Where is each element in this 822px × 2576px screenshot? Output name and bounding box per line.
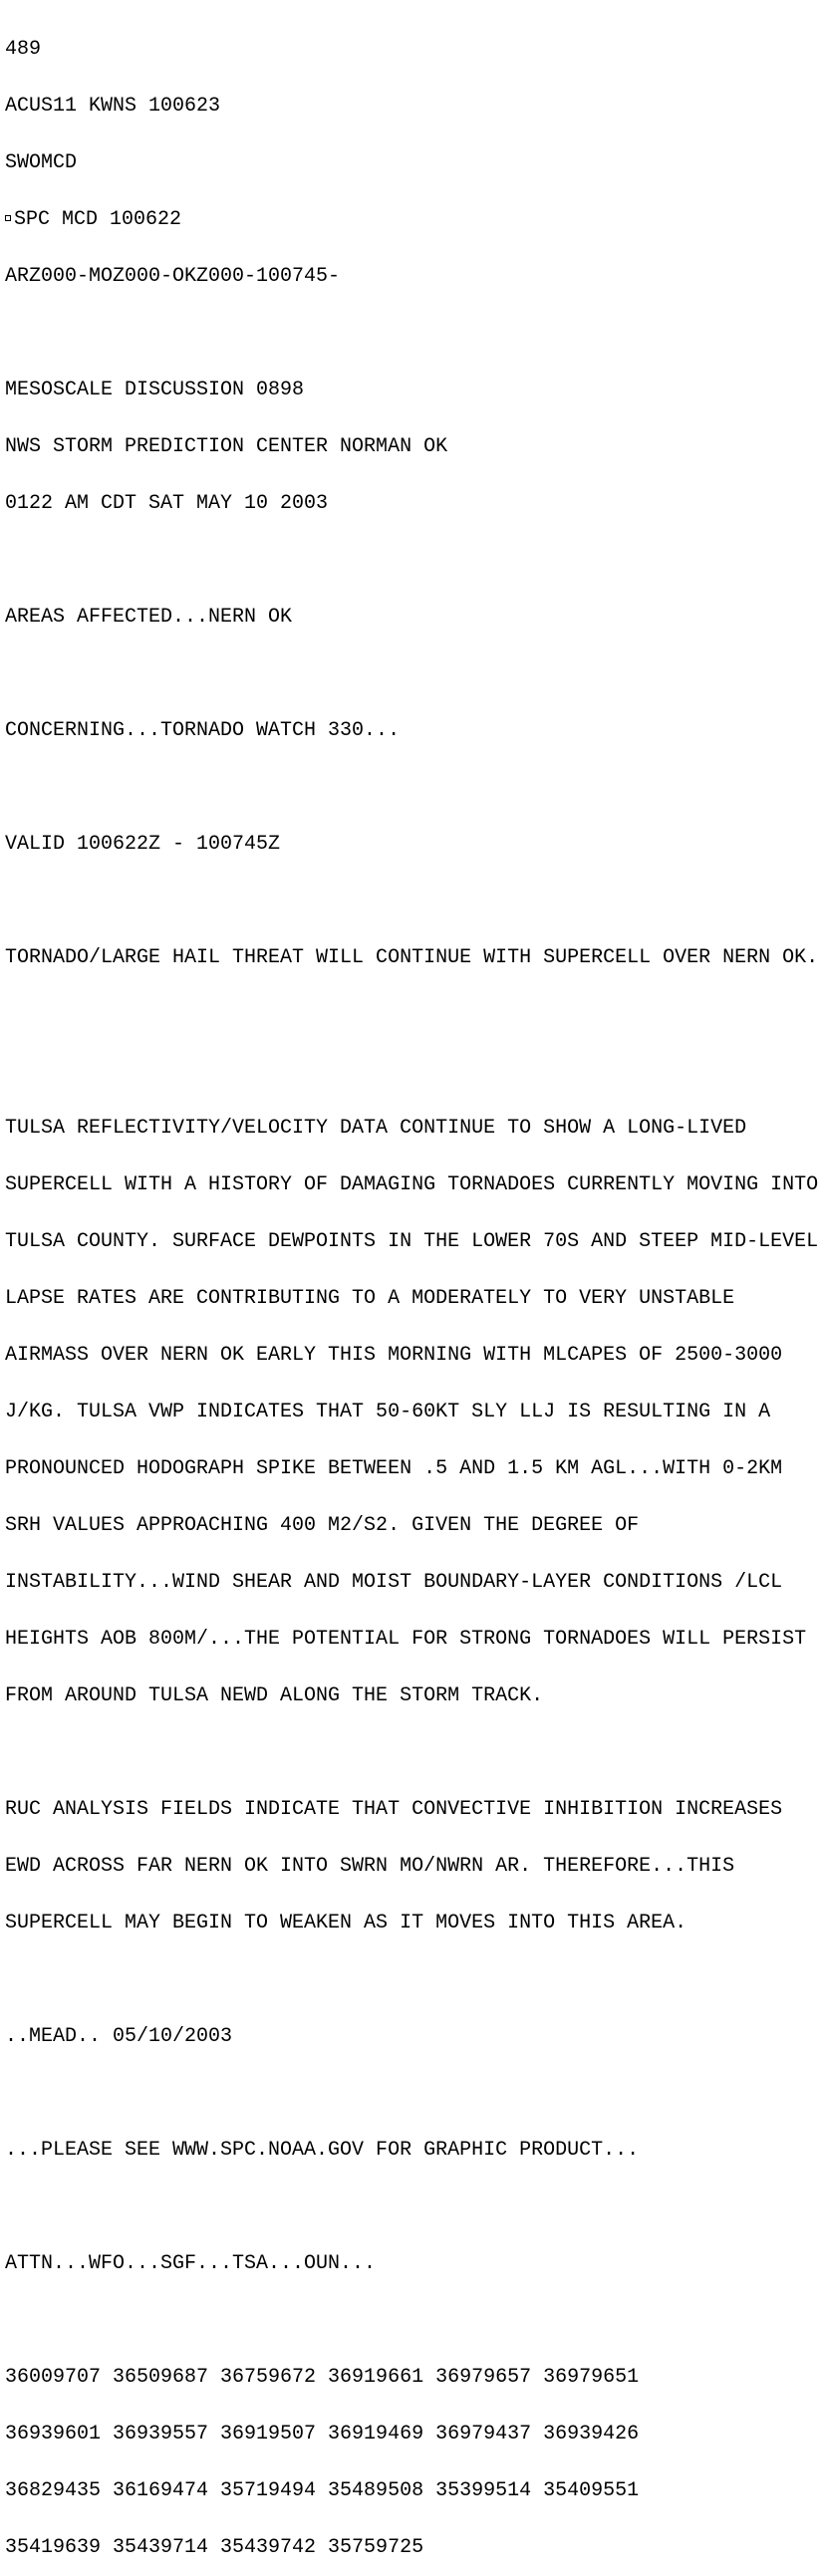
issuing-office: NWS STORM PREDICTION CENTER NORMAN OK: [5, 435, 448, 458]
spacer: [5, 1743, 822, 1762]
spacer: [5, 551, 822, 570]
wmo-header: ACUS11 KWNS 100623: [5, 95, 221, 118]
paragraph1-line: PRONOUNCED HODOGRAPH SPIKE BETWEEN .5 AND 1.5 KM AGL...WITH 0-2KM: [5, 1457, 783, 1480]
box-glyph-icon: [5, 215, 11, 221]
paragraph2-line: EWD ACROSS FAR NERN OK INTO SWRN MO/NWRN AR. THEREFORE...THIS: [5, 1855, 735, 1878]
paragraph1-line: SRH VALUES APPROACHING 400 M2/S2. GIVEN THE DEGREE OF: [5, 1514, 640, 1537]
spacer: [5, 1970, 822, 1989]
awips-id: SWOMCD: [5, 151, 78, 174]
spacer: [5, 2311, 822, 2330]
spc-mcd-text: SPC MCD 100622: [14, 208, 182, 231]
paragraph2-line: SUPERCELL MAY BEGIN TO WEAKEN AS IT MOVES INTO THIS AREA.: [5, 1912, 687, 1934]
ugc-line: ARZ000-MOZ000-OKZ000-100745-: [5, 265, 341, 288]
coordinate-line: 36939601 36939557 36919507 36919469 36979437 36939426: [5, 2423, 640, 2446]
paragraph1-line: FROM AROUND TULSA NEWD ALONG THE STORM TRACK.: [5, 1684, 544, 1707]
discussion-title: MESOSCALE DISCUSSION 0898: [5, 379, 305, 401]
concerning-line: CONCERNING...TORNADO WATCH 330...: [5, 719, 401, 742]
forecaster-signature: ..MEAD.. 05/10/2003: [5, 2025, 233, 2048]
paragraph1-line: HEIGHTS AOB 800M/...THE POTENTIAL FOR STRONG TORNADOES WILL PERSIST: [5, 1628, 807, 1651]
issue-time: 0122 AM CDT SAT MAY 10 2003: [5, 492, 329, 515]
spc-mcd-line: [5, 210, 822, 229]
paragraph1-line: LAPSE RATES ARE CONTRIBUTING TO A MODERATELY TO VERY UNSTABLE: [5, 1287, 735, 1310]
spacer: [5, 2197, 822, 2216]
sequence-number: 489: [5, 38, 42, 61]
coordinate-line: 36829435 36169474 35719494 35489508 35399514 35409551: [5, 2479, 640, 2502]
spacer: [5, 1005, 822, 1024]
areas-affected: AREAS AFFECTED...NERN OK: [5, 606, 293, 629]
summary-line: TORNADO/LARGE HAIL THREAT WILL CONTINUE WITH SUPERCELL OVER NERN OK.: [5, 946, 819, 969]
spacer: [5, 664, 822, 683]
attn-line: ATTN...WFO...SGF...TSA...OUN...: [5, 2252, 377, 2275]
paragraph1-line: TULSA REFLECTIVITY/VELOCITY DATA CONTINUE TO SHOW A LONG-LIVED: [5, 1117, 747, 1140]
graphic-product-note: ...PLEASE SEE WWW.SPC.NOAA.GOV FOR GRAPHIC PRODUCT...: [5, 2139, 640, 2162]
paragraph1-line: INSTABILITY...WIND SHEAR AND MOIST BOUNDARY-LAYER CONDITIONS /LCL: [5, 1571, 783, 1594]
paragraph1-line: SUPERCELL WITH A HISTORY OF DAMAGING TORNADOES CURRENTLY MOVING INTO: [5, 1173, 819, 1196]
coordinate-line: 36009707 36509687 36759672 36919661 36979657 36979651: [5, 2366, 640, 2389]
spacer: [5, 2084, 822, 2103]
spacer: [5, 778, 822, 797]
paragraph1-line: TULSA COUNTY. SURFACE DEWPOINTS IN THE LOWER 70S AND STEEP MID-LEVEL: [5, 1230, 819, 1253]
paragraph2-line: RUC ANALYSIS FIELDS INDICATE THAT CONVECTIVE INHIBITION INCREASES: [5, 1798, 783, 1821]
spacer: [5, 1062, 822, 1081]
paragraph1-line: J/KG. TULSA VWP INDICATES THAT 50-60KT SLY LLJ IS RESULTING IN A: [5, 1401, 771, 1423]
valid-time: VALID 100622Z - 100745Z: [5, 833, 281, 856]
coordinate-line: 35419639 35439714 35439742 35759725: [5, 2536, 424, 2559]
spacer: [5, 324, 822, 343]
paragraph1-line: AIRMASS OVER NERN OK EARLY THIS MORNING WITH MLCAPES OF 2500-3000: [5, 1344, 783, 1367]
spacer: [5, 892, 822, 910]
